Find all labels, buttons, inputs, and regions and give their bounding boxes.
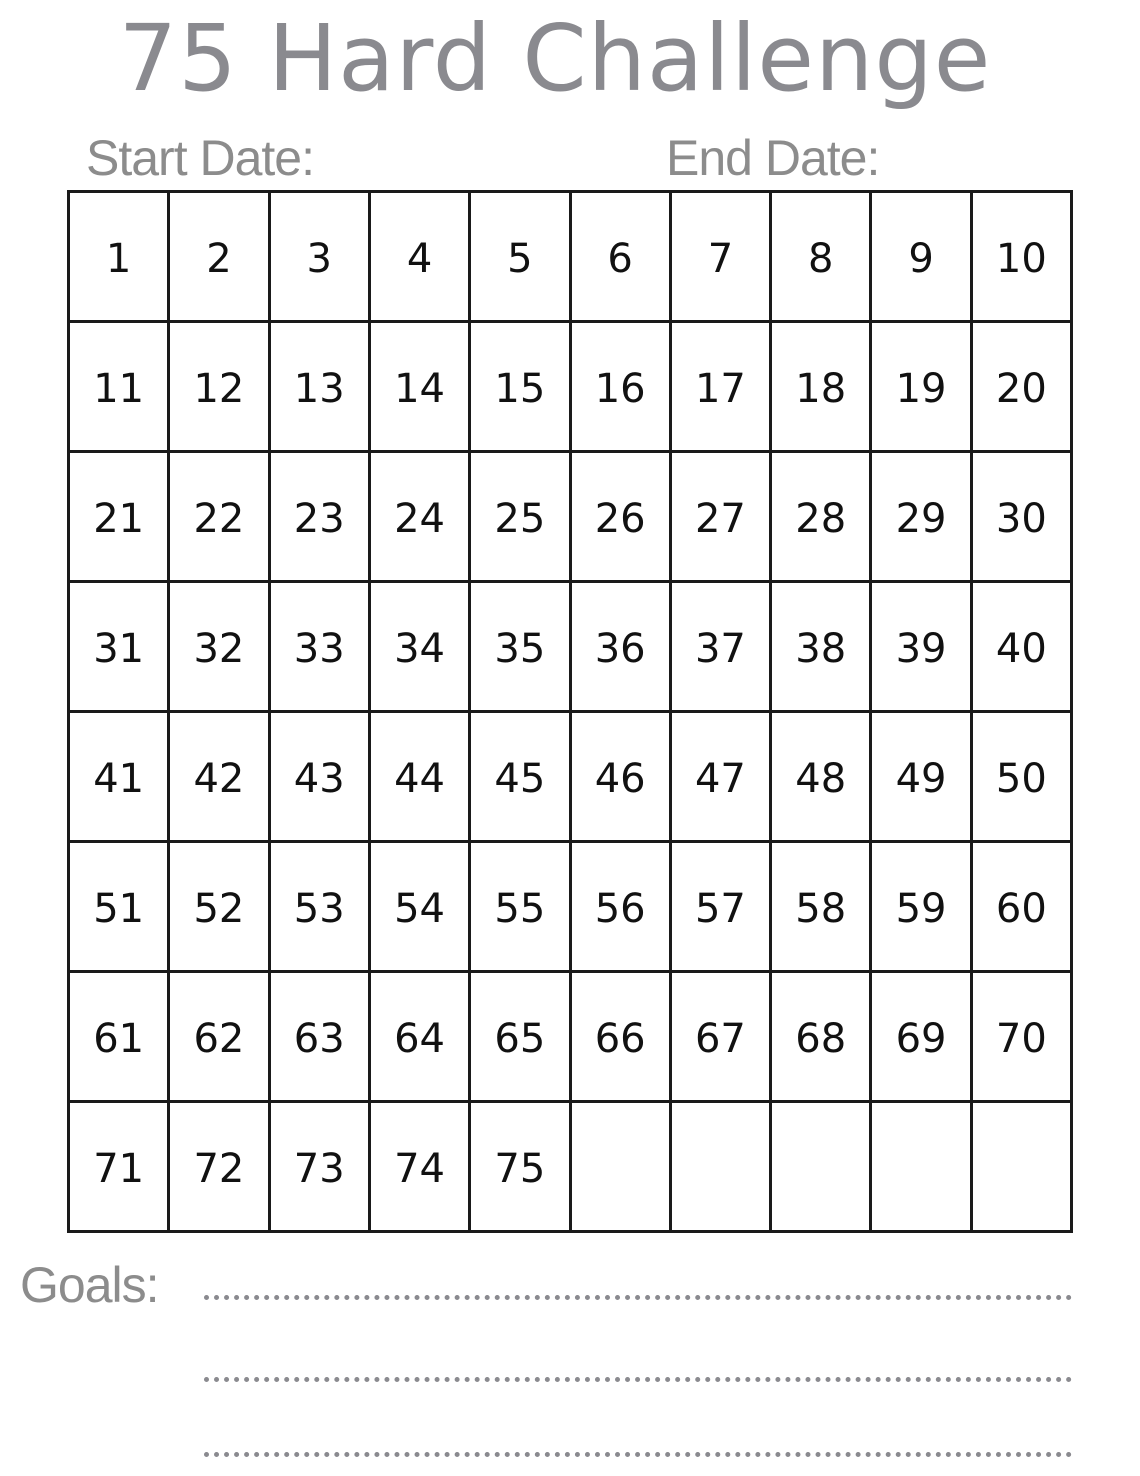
goal-line (204, 1295, 1072, 1300)
day-cell (572, 453, 672, 583)
day-number: 32 (193, 625, 245, 672)
day-cell (772, 193, 872, 323)
day-cell (70, 193, 170, 323)
day-number: 36 (594, 625, 646, 672)
day-number: 23 (293, 495, 345, 542)
day-number: 14 (394, 365, 445, 412)
empty-day-cell (872, 1103, 972, 1233)
day-cell (471, 713, 571, 843)
day-number: 7 (707, 235, 734, 282)
day-cell (471, 453, 571, 583)
goal-line (204, 1452, 1072, 1457)
day-number: 2 (206, 235, 232, 282)
day-number: 65 (494, 1015, 546, 1062)
day-number: 30 (995, 495, 1047, 542)
day-cell (572, 193, 672, 323)
day-cell (70, 323, 170, 453)
day-number: 12 (193, 365, 245, 412)
day-number: 39 (895, 625, 947, 672)
day-number: 52 (193, 885, 245, 932)
day-cell (70, 973, 170, 1103)
day-cell (672, 583, 772, 713)
day-number: 72 (193, 1145, 245, 1192)
day-cell (271, 453, 371, 583)
day-cell (973, 583, 1073, 713)
day-cell (70, 1103, 170, 1233)
day-cell (471, 193, 571, 323)
day-cell (371, 713, 471, 843)
day-number: 26 (594, 495, 646, 542)
goals-label: Goals: (20, 1257, 159, 1313)
day-number: 5 (507, 235, 533, 282)
day-cell (973, 973, 1073, 1103)
day-cell (371, 843, 471, 973)
day-cell (271, 713, 371, 843)
day-cell (672, 453, 772, 583)
day-cell (471, 583, 571, 713)
day-cell (170, 453, 270, 583)
day-cell (872, 193, 972, 323)
day-cell (772, 843, 872, 973)
day-cell (70, 713, 170, 843)
day-number: 44 (394, 755, 445, 802)
day-cell (70, 453, 170, 583)
day-cell (271, 583, 371, 713)
day-cell (371, 453, 471, 583)
day-number: 69 (895, 1015, 947, 1062)
day-number: 48 (795, 755, 847, 802)
goal-line (204, 1377, 1072, 1382)
day-number: 63 (293, 1015, 345, 1062)
day-cell (973, 843, 1073, 973)
day-number: 33 (293, 625, 345, 672)
day-number: 40 (995, 625, 1047, 672)
end-date-label: End Date: (666, 130, 880, 186)
day-cell (672, 713, 772, 843)
day-number: 68 (795, 1015, 847, 1062)
day-cell (872, 323, 972, 453)
day-number: 24 (394, 495, 445, 542)
empty-day-cell (572, 1103, 672, 1233)
day-number: 70 (995, 1015, 1047, 1062)
day-cell (772, 323, 872, 453)
day-cell (170, 1103, 270, 1233)
day-cell (471, 1103, 571, 1233)
day-cell (271, 973, 371, 1103)
day-number: 59 (895, 885, 947, 932)
day-cell (170, 843, 270, 973)
day-number: 16 (594, 365, 646, 412)
day-number: 27 (694, 495, 746, 542)
day-number: 62 (193, 1015, 245, 1062)
day-cell (371, 1103, 471, 1233)
day-number: 37 (694, 625, 746, 672)
day-tracker-grid (67, 190, 1073, 1233)
day-cell (572, 843, 672, 973)
day-cell (672, 843, 772, 973)
day-number: 31 (93, 625, 145, 672)
day-cell (872, 843, 972, 973)
day-number: 3 (306, 235, 332, 282)
day-number: 9 (908, 235, 934, 282)
day-cell (471, 843, 571, 973)
day-number: 74 (394, 1145, 445, 1192)
day-number: 25 (494, 495, 546, 542)
day-number: 73 (293, 1145, 345, 1192)
day-number: 51 (93, 885, 145, 932)
empty-day-cell (672, 1103, 772, 1233)
day-cell (371, 193, 471, 323)
day-number: 8 (808, 235, 834, 282)
day-cell (973, 193, 1073, 323)
day-number: 11 (93, 365, 145, 412)
day-cell (371, 583, 471, 713)
empty-day-cell (973, 1103, 1073, 1233)
day-cell (271, 1103, 371, 1233)
day-number: 43 (293, 755, 345, 802)
day-cell (170, 583, 270, 713)
day-cell (973, 713, 1073, 843)
day-cell (872, 973, 972, 1103)
day-number: 53 (293, 885, 345, 932)
day-number: 61 (93, 1015, 145, 1062)
day-number: 67 (694, 1015, 746, 1062)
day-cell (872, 453, 972, 583)
day-number: 45 (494, 755, 546, 802)
day-cell (572, 713, 672, 843)
day-cell (471, 323, 571, 453)
day-number: 28 (795, 495, 847, 542)
day-cell (70, 843, 170, 973)
day-number: 18 (795, 365, 847, 412)
day-number: 15 (494, 365, 546, 412)
day-number: 49 (895, 755, 947, 802)
day-number: 41 (93, 755, 145, 802)
page-title: 75 Hard Challenge (118, 5, 992, 112)
start-date-label: Start Date: (86, 130, 314, 186)
day-number: 17 (694, 365, 746, 412)
day-number: 55 (494, 885, 546, 932)
day-number: 50 (995, 755, 1047, 802)
day-cell (772, 973, 872, 1103)
day-cell (170, 323, 270, 453)
day-number: 54 (394, 885, 445, 932)
day-cell (70, 583, 170, 713)
day-cell (772, 453, 872, 583)
day-number: 66 (594, 1015, 646, 1062)
day-cell (872, 583, 972, 713)
day-number: 56 (594, 885, 646, 932)
day-cell (170, 973, 270, 1103)
day-cell (170, 713, 270, 843)
day-number: 57 (694, 885, 746, 932)
day-number: 4 (406, 235, 433, 282)
day-cell (271, 193, 371, 323)
day-number: 20 (995, 365, 1047, 412)
day-number: 21 (93, 495, 145, 542)
day-cell (872, 713, 972, 843)
day-cell (973, 323, 1073, 453)
day-number: 19 (895, 365, 947, 412)
day-cell (271, 843, 371, 973)
day-cell (572, 323, 672, 453)
day-number: 34 (394, 625, 445, 672)
day-number: 71 (93, 1145, 145, 1192)
day-number: 60 (995, 885, 1047, 932)
day-cell (672, 193, 772, 323)
day-number: 47 (694, 755, 746, 802)
day-number: 46 (594, 755, 646, 802)
day-cell (672, 973, 772, 1103)
day-number: 10 (995, 235, 1047, 282)
day-number: 29 (895, 495, 947, 542)
day-cell (772, 583, 872, 713)
day-number: 38 (795, 625, 847, 672)
day-number: 42 (193, 755, 245, 802)
day-cell (471, 973, 571, 1103)
day-cell (973, 453, 1073, 583)
day-number: 58 (795, 885, 847, 932)
day-number: 64 (394, 1015, 445, 1062)
day-number: 6 (607, 235, 633, 282)
day-cell (672, 323, 772, 453)
day-cell (170, 193, 270, 323)
day-number: 13 (293, 365, 345, 412)
day-cell (371, 323, 471, 453)
day-number: 22 (193, 495, 245, 542)
day-cell (572, 583, 672, 713)
empty-day-cell (772, 1103, 872, 1233)
day-cell (371, 973, 471, 1103)
day-cell (772, 713, 872, 843)
day-number: 1 (105, 235, 132, 282)
day-number: 35 (494, 625, 546, 672)
day-number: 75 (494, 1145, 546, 1192)
day-cell (271, 323, 371, 453)
day-cell (572, 973, 672, 1103)
